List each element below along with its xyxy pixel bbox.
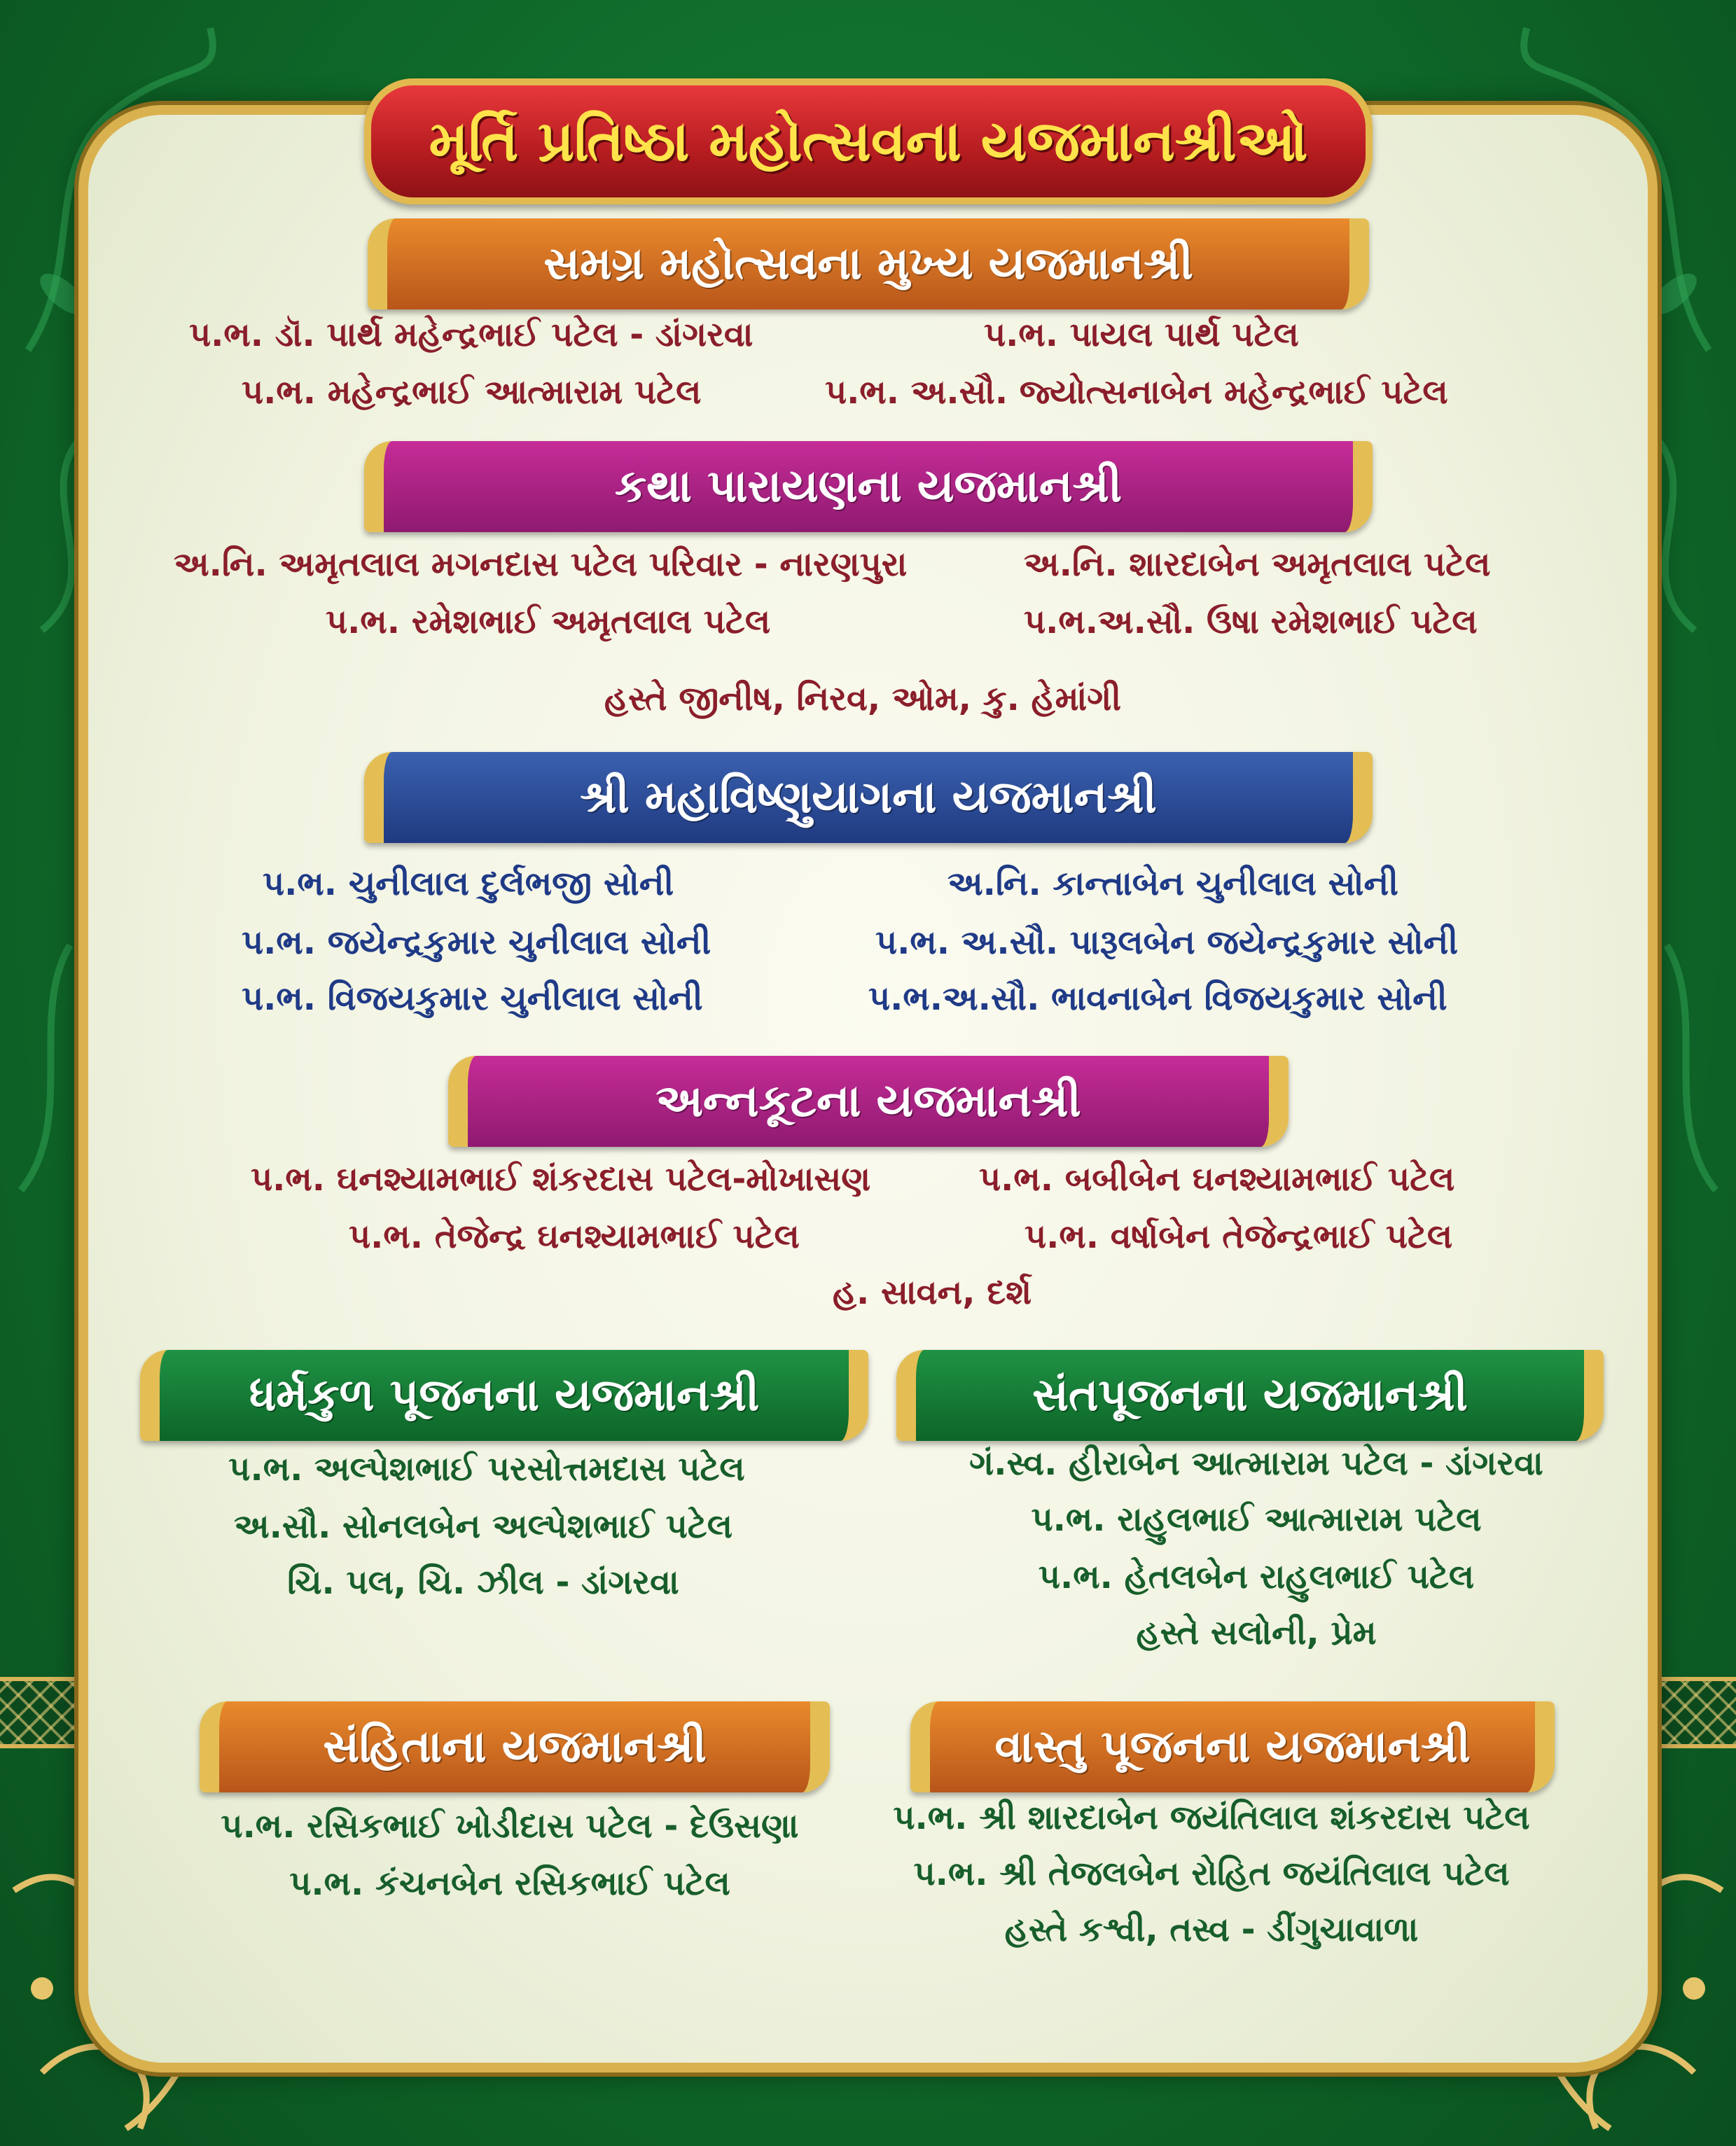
name-line: પ.ભ. શ્રી તેજલબેન રોહિત જયંતિલાલ પટેલ xyxy=(913,1854,1510,1893)
name-line: ચિ. પલ, ચિ. ઝીલ - ડાંગરવા xyxy=(287,1563,679,1602)
name-line: પ.ભ. પાયલ પાર્થ પટેલ xyxy=(984,315,1299,354)
name-line: પ.ભ. ચુનીલાલ દુર્લભજી સોની xyxy=(263,864,674,903)
name-line: પ.ભ.અ.સૌ. ભાવનાબેન વિજયકુમાર સોની xyxy=(868,979,1447,1018)
name-line: હસ્તે કશ્વી, તસ્વ - ડીંગુચાવાળા xyxy=(1004,1910,1419,1949)
name-line: હસ્તે જીનીષ, નિરવ, ઓમ, કુ. હેમાંગી xyxy=(604,679,1122,718)
page-title: મૂર્તિ પ્રતિષ્ઠા મહોત્સવના યજમાનશ્રીઓ xyxy=(429,109,1308,174)
name-line: પ.ભ. વિજયકુમાર ચુનીલાલ સોની xyxy=(242,979,703,1018)
section-heading-vastu-pujan: વાસ્તુ પૂજનના યજમાનશ્રી xyxy=(910,1701,1555,1792)
name-line: પ.ભ. તેજેન્દ્ર ઘનશ્યામભાઈ પટેલ xyxy=(349,1217,800,1256)
section-heading-katha-parayan: કથા પારાયણના યજમાનશ્રી xyxy=(364,441,1373,532)
name-line: પ.ભ. શ્રી શારદાબેન જયંતિલાલ શંકરદાસ પટેલ xyxy=(893,1798,1530,1837)
name-line: પ.ભ. અ.સૌ. જ્યોત્સનાબેન મહેન્દ્રભાઈ પટેલ xyxy=(825,372,1448,412)
section-heading-dharmakul-pujan: ધર્મકુળ પૂજનના યજમાનશ્રી xyxy=(140,1350,868,1441)
name-line: પ.ભ. જયેન્દ્રકુમાર ચુનીલાલ સોની xyxy=(242,923,711,962)
section-heading-sant-pujan: સંતપૂજનના યજમાનશ્રી xyxy=(896,1350,1604,1441)
section-heading-sanhita: સંહિતાના યજમાનશ્રી xyxy=(200,1701,830,1792)
name-line: ગં.સ્વ. હીરાબેન આત્મારામ પટેલ - ડાંગરવા xyxy=(969,1444,1543,1483)
name-line: હ. સાવન, દર્શ xyxy=(832,1273,1032,1312)
name-line: પ.ભ. અ.સૌ. પારૂલબેન જયેન્દ્રકુમાર સોની xyxy=(875,923,1459,962)
name-line: પ.ભ. ડૉ. પાર્થ મહેન્દ્રભાઈ પટેલ - ડાંગરવા xyxy=(189,315,754,354)
section-heading-main-yajman: સમગ્ર મહોત્સવના મુખ્ય યજમાનશ્રી xyxy=(368,218,1369,309)
name-line: પ.ભ. બબીબેન ઘનશ્યામભાઈ પટેલ xyxy=(979,1159,1455,1199)
name-line: પ.ભ.અ.સૌ. ઉષા રમેશભાઈ પટેલ xyxy=(1024,602,1478,641)
name-line: પ.ભ. વર્ષાબેન તેજેન્દ્રભાઈ પટેલ xyxy=(1025,1217,1453,1256)
name-line: પ.ભ. અલ્પેશભાઈ પરસોત્તમદાસ પટેલ xyxy=(228,1449,745,1489)
section-heading-annakut: અન્નકૂટના યજમાનશ્રી xyxy=(448,1056,1289,1147)
name-line: અ.નિ. કાન્તાબેન ચુનીલાલ સોની xyxy=(947,864,1399,903)
name-line: પ.ભ. ઘનશ્યામભાઈ શંકરદાસ પટેલ-મોખાસણ xyxy=(251,1159,871,1199)
name-line: પ.ભ. મહેન્દ્રભાઈ આત્મારામ પટેલ xyxy=(242,372,702,412)
name-line: અ.નિ. શારદાબેન અમૃતલાલ પટેલ xyxy=(1024,545,1491,584)
section-heading-mahavishnuyag: શ્રી મહાવિષ્ણુયાગના યજમાનશ્રી xyxy=(364,752,1373,843)
title-banner xyxy=(364,78,1373,204)
name-line: પ.ભ. હેતલબેન રાહુલભાઈ પટેલ xyxy=(1038,1557,1475,1596)
name-line: પ.ભ. રાહુલભાઈ આત્મારામ પટેલ xyxy=(1031,1500,1482,1539)
name-line: અ.નિ. અમૃતલાલ મગનદાસ પટેલ પરિવાર - નારણપુરા xyxy=(174,545,908,584)
name-line: પ.ભ. રમેશભાઈ અમૃતલાલ પટેલ xyxy=(326,602,771,641)
name-line: પ.ભ. કંચનબેન રસિકભાઈ પટેલ xyxy=(289,1864,730,1903)
name-line: હસ્તે સલોની, પ્રેમ xyxy=(1136,1613,1377,1652)
name-line: પ.ભ. રસિકભાઈ ખોડીદાસ પટેલ - દેઉસણા xyxy=(221,1806,799,1846)
name-line: અ.સૌ. સોનલબેન અલ્પેશભાઈ પટેલ xyxy=(233,1507,733,1546)
